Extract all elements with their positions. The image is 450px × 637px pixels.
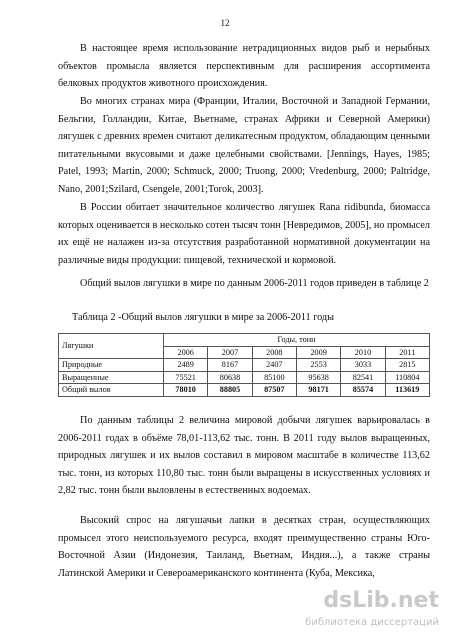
paragraph-table-ref: Общий вылов лягушки в мире по данным 2006-2011 годов приведен в таблице 2 bbox=[80, 278, 429, 289]
table-cell: 85100 bbox=[252, 371, 296, 384]
year-cell: 2008 bbox=[252, 346, 296, 359]
table-row bbox=[59, 371, 430, 384]
row-label: Природные bbox=[59, 359, 164, 372]
year-cell: 2011 bbox=[385, 346, 429, 359]
table-header-row bbox=[59, 334, 430, 347]
watermark-subtitle: библиотека диссертаций bbox=[305, 617, 439, 628]
table-cell: 82541 bbox=[341, 371, 385, 384]
table-cell: 2553 bbox=[296, 359, 340, 372]
year-cell: 2010 bbox=[341, 346, 385, 359]
table-row-total bbox=[59, 384, 430, 397]
table-cell: 87507 bbox=[252, 384, 296, 397]
table-caption: Таблица 2 -Общий вылов лягушки в мире за 2006-2011 годы bbox=[72, 312, 334, 323]
table-cell: 2489 bbox=[164, 359, 208, 372]
row-label: Общий вылов bbox=[59, 384, 164, 397]
catch-table bbox=[58, 333, 430, 397]
group-header-cell: Годы, тонн bbox=[164, 334, 430, 347]
paragraph-countries: Во многих странах мира (Франции, Италии, Восточной и Западной Германии, Бельгии, Голландии, Китае, Вьетнаме, странах Африки и Северной Америки) лягушек с древних времен считают деликатесным продуктом, обладающим ценными питательными вкусовыми и даже целебными свойствами. [Jennings, Hayes, 1985; Patel, 1993; Martin, 2000; Schmuck, 2000; Truong, 2000; Vredenburg, 2000; Paltridge, Nano, 2001;Szilard, Csengele, 2001;Torok, 2003]. bbox=[58, 96, 430, 195]
page-number: 12 bbox=[220, 18, 230, 28]
table-cell: 113619 bbox=[385, 384, 429, 397]
watermark-logo: dsLib.net bbox=[323, 588, 439, 613]
table-cell: 85574 bbox=[341, 384, 385, 397]
year-cell: 2007 bbox=[208, 346, 252, 359]
paragraph-intro: В настоящее время использование нетрадиционных видов рыб и нерыбных объектов промысла является перспективным для расширения ассортимента белковых продуктов животного происхождения. bbox=[58, 43, 430, 90]
table-cell: 3033 bbox=[341, 359, 385, 372]
table-cell: 75521 bbox=[164, 371, 208, 384]
table-cell: 78010 bbox=[164, 384, 208, 397]
paragraph-demand: Высокий спрос на лягушачьи лапки в десятках стран, осуществляющих промысел этого неиспользуемого ресурса, входят преимущественно страны Юго-Восточной Азии (Индонезия, Таиланд, Вьетнам, Индия...), а также страны Латинской Америки и Североамериканского континента (Куба, Мексика, bbox=[58, 515, 430, 579]
table-cell: 110804 bbox=[385, 371, 429, 384]
paragraph-analysis: По данным таблицы 2 величина мировой добычи лягушек варьировалась в 2006-2011 годах в объёме 78,01-113,62 тыс. тонн. В 2011 году вылов выращенных, природных лягушек и их вылов составил в мировом масштабе в количестве 113,62 тыс. тонн, из которых 110,80 тыс. тонн были выращены в искусственных условиях и 2,82 тыс. тонн были выловлены в естественных водоемах. bbox=[58, 415, 430, 497]
row-header-cell: Лягушки bbox=[59, 334, 164, 359]
table-cell: 95638 bbox=[296, 371, 340, 384]
row-label: Выращенные bbox=[59, 371, 164, 384]
table-cell: 80638 bbox=[208, 371, 252, 384]
table-cell: 2815 bbox=[385, 359, 429, 372]
table-row bbox=[59, 359, 430, 372]
table-cell: 98171 bbox=[296, 384, 340, 397]
paragraph-russia: В России обитает значительное количество лягушек Rana ridibunda, биомасса которых оценивается в несколько сотен тысяч тонн [Невредимов, 2005], но промысел их ещё не налажен из-за отсутствия разработанной нормативной документации на различные виды продукции: пищевой, технической и кормовой. bbox=[58, 202, 430, 266]
table-cell: 8167 bbox=[208, 359, 252, 372]
table-cell: 88805 bbox=[208, 384, 252, 397]
year-cell: 2006 bbox=[164, 346, 208, 359]
watermark bbox=[285, 588, 445, 634]
year-cell: 2009 bbox=[296, 346, 340, 359]
table-cell: 2407 bbox=[252, 359, 296, 372]
